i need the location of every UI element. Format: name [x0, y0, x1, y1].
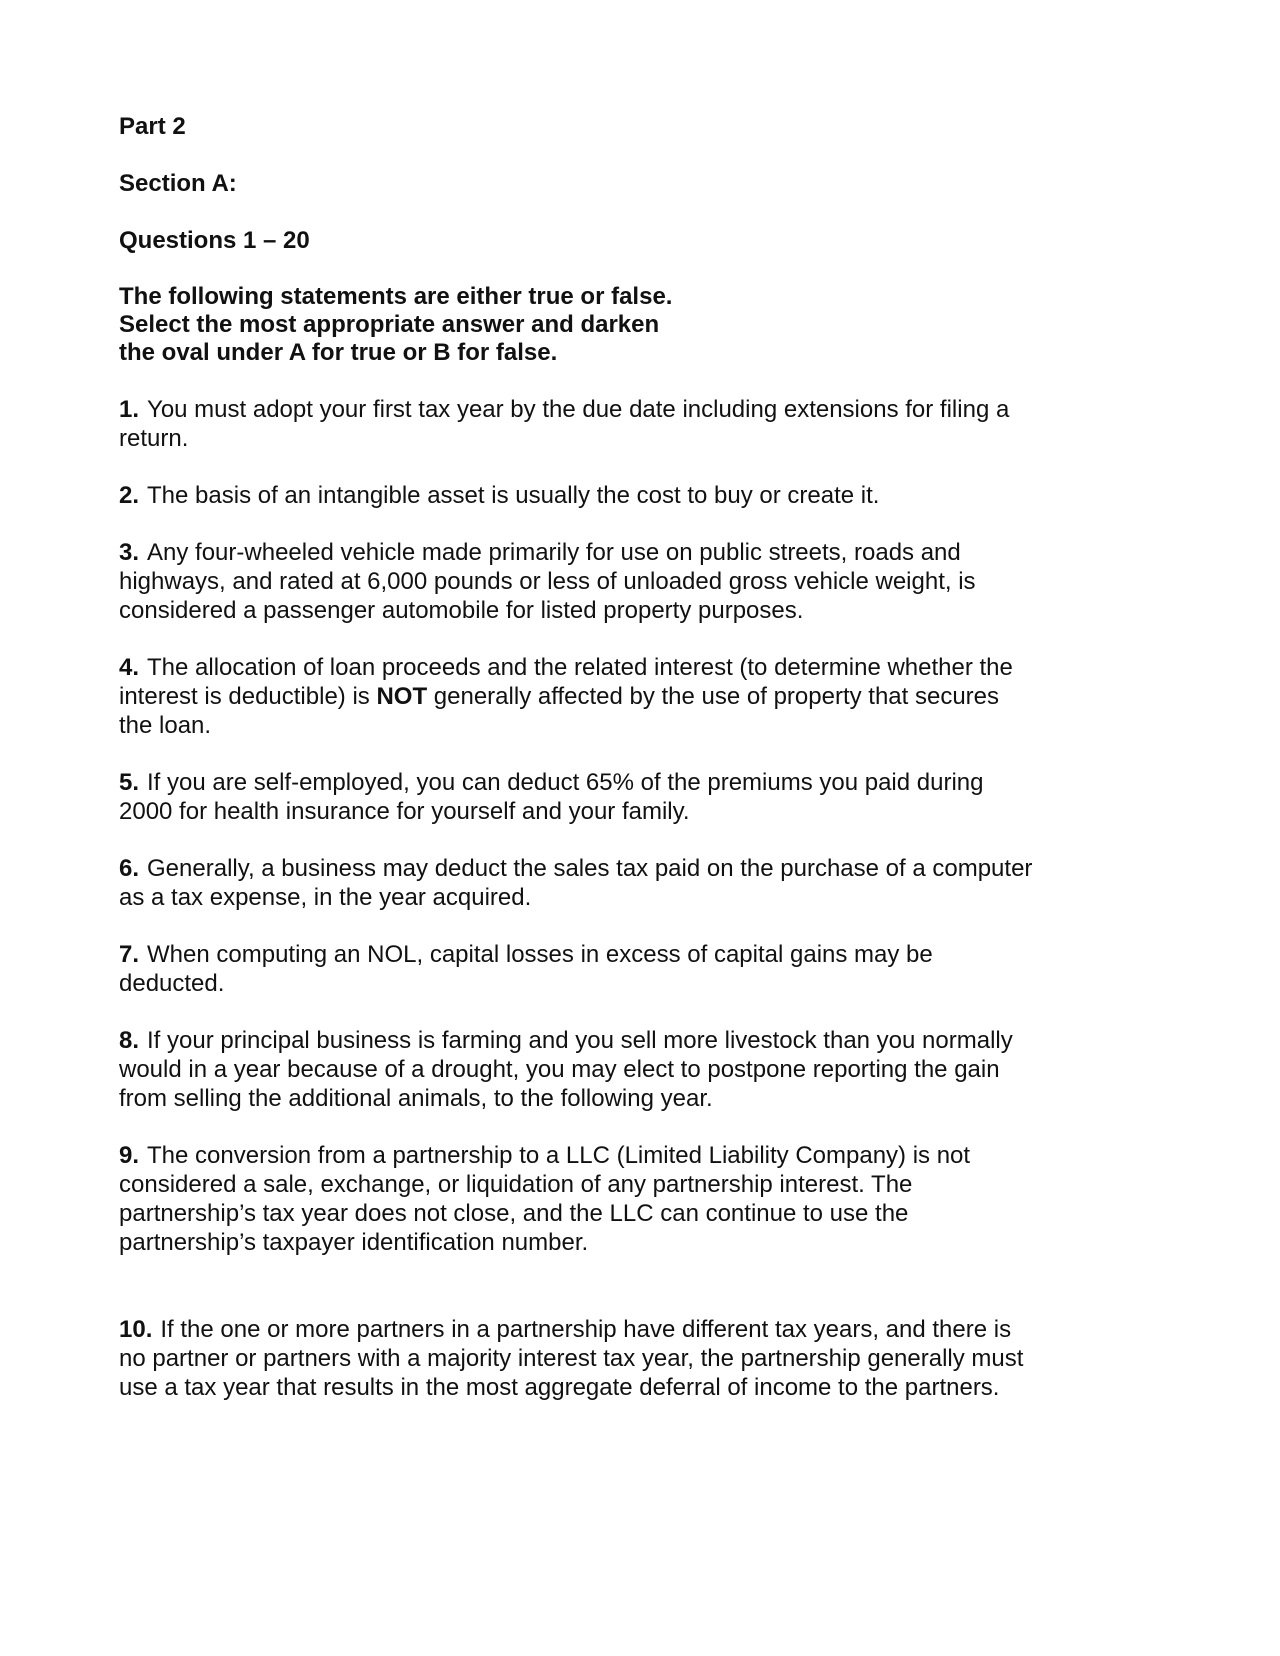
question-number: 3. [119, 539, 140, 566]
question-text: The basis of an intangible asset is usually the cost to buy or create it. [147, 482, 880, 509]
question-text: If the one or more partners in a partnership have different tax years, and there is no partner or partners with a majority interest tax year, the partnership generally must use a tax year that results in the most aggregate deferral of income to the partners. [119, 1316, 1024, 1401]
question-text: Generally, a business may deduct the sales tax paid on the purchase of a computer as a tax expense, in the year acquired. [119, 855, 1033, 911]
question-10 [119, 1315, 1039, 1402]
question-number: 7. [119, 941, 140, 968]
question-4 [119, 653, 1039, 740]
question-text: When computing an NOL, capital losses in excess of capital gains may be deducted. [119, 941, 933, 997]
instructions [119, 283, 1039, 367]
instructions-line: The following statements are either true or false. [119, 283, 673, 310]
question-text: You must adopt your first tax year by the due date including extensions for filing a return. [119, 396, 1010, 452]
question-2 [119, 481, 1039, 510]
question-7 [119, 940, 1039, 998]
question-1 [119, 395, 1039, 453]
question-text: If your principal business is farming and you sell more livestock than you normally would in a year because of a drought, you may elect to postpone reporting the gain from selling the additional animals, to the following year. [119, 1027, 1013, 1112]
part-heading: Part 2 [119, 113, 186, 140]
section-heading: Section A: [119, 170, 237, 197]
question-number: 9. [119, 1142, 140, 1169]
question-text: Any four-wheeled vehicle made primarily for use on public streets, roads and highways, and rated at 6,000 pounds or less of unloaded gross vehicle weight, is considered a passenger automobile for listed property purposes. [119, 539, 976, 624]
question-number: 8. [119, 1027, 140, 1054]
question-9 [119, 1141, 1039, 1257]
question-6 [119, 854, 1039, 912]
question-emphasis: NOT [376, 683, 428, 710]
questions-range-heading: Questions 1 – 20 [119, 227, 310, 254]
question-text: The allocation of loan proceeds and the related interest (to determine whether the interest is deductible) is [119, 654, 1013, 710]
question-text-continued: generally affected by the use of property that secures the loan. [119, 683, 1000, 739]
question-text: If you are self-employed, you can deduct 65% of the premiums you paid during 2000 for health insurance for yourself and your family. [119, 769, 984, 825]
question-number: 4. [119, 654, 140, 681]
question-text: The conversion from a partnership to a LLC (Limited Liability Company) is not considered a sale, exchange, or liquidation of any partnership interest. The partnership’s tax year does not close, and the LLC can continue to use the partnership’s taxpayer identification number. [119, 1142, 971, 1256]
question-8 [119, 1026, 1039, 1113]
question-number: 5. [119, 769, 140, 796]
instructions-line: Select the most appropriate answer and darken [119, 311, 660, 338]
question-number: 6. [119, 855, 140, 882]
question-5 [119, 768, 1039, 826]
question-number: 1. [119, 396, 140, 423]
question-3 [119, 538, 1039, 625]
instructions-line: the oval under A for true or B for false. [119, 339, 558, 366]
question-number: 2. [119, 482, 140, 509]
document-page [119, 112, 1039, 1430]
question-number: 10. [119, 1316, 153, 1343]
